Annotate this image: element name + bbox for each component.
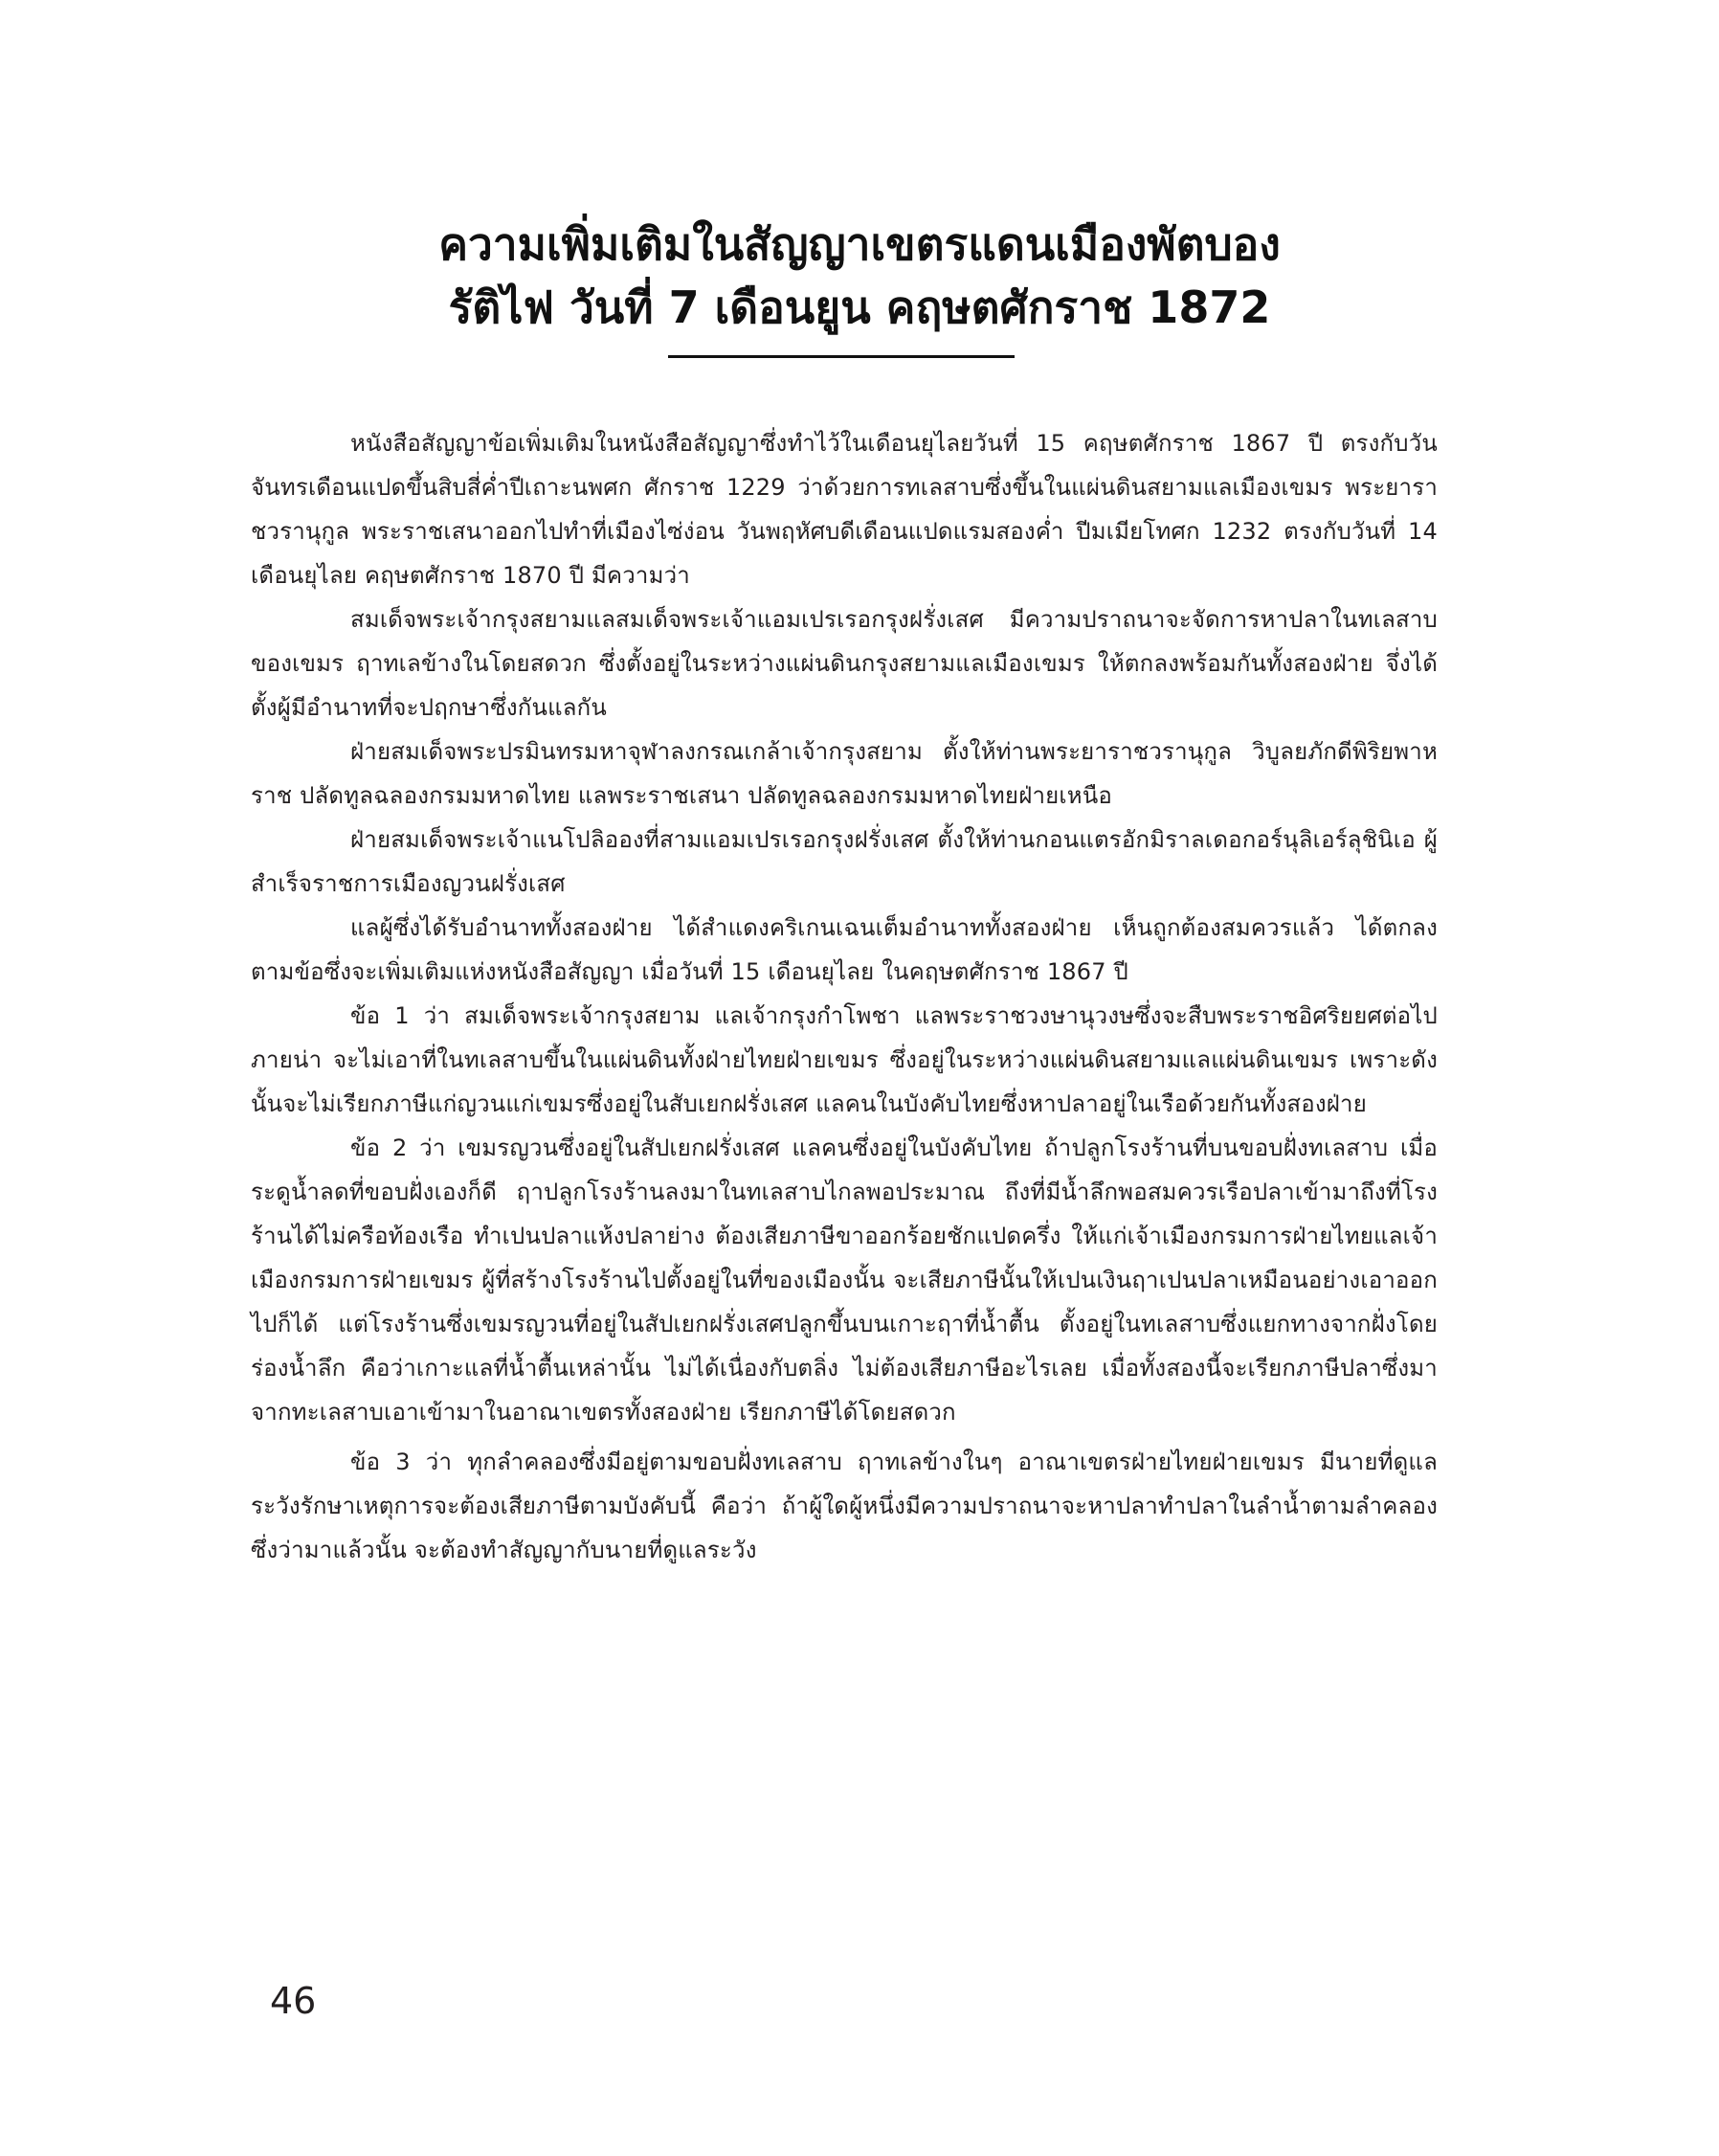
paragraph-article-3: ข้อ 3 ว่า ทุกลำคลองซึ่งมีอยู่ตามขอบฝั่งทเลสาบ ฤาทเลข้างในๆ อาณาเขตรฝ่ายไทยฝ่ายเขมร มีนายที่ดูแลระวังรักษาเหตุการจะต้องเสียภาษีตามบังคับนี้ คือว่า ถ้าผู้ใดผู้หนึ่งมีความปราถนาจะหาปลาทำปลาในลำน้ำตามลำคลองซึ่งว่ามาแล้วนั้น จะต้องทำสัญญากับนายที่ดูแลระวัง bbox=[251, 1449, 1438, 1563]
paragraph-intent: สมเด็จพระเจ้ากรุงสยามแลสมเด็จพระเจ้าแอมเปรเรอกรุงฝรั่งเสศ มีความปราถนาจะจัดการหาปลาในทเลสาบของเขมร ฤาทเลข้างในโดยสดวก ซึ่งตั้งอยู่ในระหว่างแผ่นดินกรุงสยามแลเมืองเขมร ให้ตกลงพร้อมกันทั้งสองฝ่าย จึ่งได้ตั้งผู้มีอำนาทที่จะปฤกษาซึ่งกันแลกัน bbox=[251, 606, 1438, 721]
title-line-1: ความเพิ่มเติมในสัญญาเขตรแดนเมืองพัตบอง bbox=[438, 218, 1281, 270]
page-number: 46 bbox=[270, 1980, 317, 2022]
paragraph-article-2: ข้อ 2 ว่า เขมรญวนซึ่งอยู่ในสัปเยกฝรั่งเสศ แลคนซึ่งอยู่ในบังคับไทย ถ้าปลูกโรงร้านที่บนขอบฝั่งทเลสาบ เมื่อระดูน้ำลดที่ขอบฝั่งเองก็ดี ฤาปลูกโรงร้านลงมาในทเลสาบไกลพอประมาณ ถึงที่มีน้ำลึกพอสมควรเรือปลาเข้ามาถึงที่โรงร้านได้ไม่ครือท้องเรือ ทำเปนปลาแห้งปลาย่าง ต้องเสียภาษีขาออกร้อยชักแปดครึ่ง ให้แก่เจ้าเมืองกรมการฝ่ายไทยแลเจ้าเมืองกรมการฝ่ายเขมร ผู้ที่สร้างโรงร้านไปตั้งอยู่ในที่ของเมืองนั้น จะเสียภาษีนั้นให้เปนเงินฤาเปนปลาเหมือนอย่างเอาออกไปก็ได้ แต่โรงร้านซึ่งเขมรญวนที่อยู่ในสัปเยกฝรั่งเสศปลูกขึ้นบนเกาะฤาที่น้ำตื้น ตั้งอยู่ในทเลสาบซึ่งแยกทางจากฝั่งโดยร่องน้ำลึก คือว่าเกาะแลที่น้ำตื้นเหล่านั้น ไม่ได้เนื่องกับตลิ่ง ไม่ต้องเสียภาษีอะไรเลย เมื่อทั้งสองนี้จะเรียกภาษีปลาซึ่งมาจากทะเลสาบเอาเข้ามาในอาณาเขตรทั้งสองฝ่าย เรียกภาษีได้โดยสดวก bbox=[251, 1134, 1438, 1426]
paragraph-agreement: แลผู้ซึ่งได้รับอำนาททั้งสองฝ่าย ได้สำแดงคริเกนเฉนเต็มอำนาททั้งสองฝ่าย เห็นถูกต้องสมควรแล้ว ได้ตกลงตามข้อซึ่งจะเพิ่มเติมแห่งหนังสือสัญญา เมื่อวันที่ 15 เดือนยุไลย ในคฤษตศักราช 1867 ปี bbox=[251, 914, 1438, 985]
paragraph-preamble: หนังสือสัญญาข้อเพิ่มเติมในหนังสือสัญญาซึ่งทำไว้ในเดือนยุไลยวันที่ 15 คฤษตศักราช 1867 ปี ตรงกับวันจันทรเดือนแปดขึ้นสิบสี่ค่ำปีเถาะนพศก ศักราช 1229 ว่าด้วยการทเลสาบซึ่งขึ้นในแผ่นดินสยามแลเมืองเขมร พระยาราชวรานุกูล พระราชเสนาออกไปทำที่เมืองไซ่ง่อน วันพฤหัศบดีเดือนแปดแรมสองค่ำ ปีมเมียโทศก 1232 ตรงกับวันที่ 14 เดือนยุไลย คฤษตศักราช 1870 ปี มีความว่า bbox=[251, 430, 1438, 589]
paragraph-article-1: ข้อ 1 ว่า สมเด็จพระเจ้ากรุงสยาม แลเจ้ากรุงกำโพชา แลพระราชวงษานุวงษซึ่งจะสืบพระราชอิศริยยศต่อไปภายน่า จะไม่เอาที่ในทเลสาบขึ้นในแผ่นดินทั้งฝ่ายไทยฝ่ายเขมร ซึ่งอยู่ในระหว่างแผ่นดินสยามแลแผ่นดินเขมร เพราะดังนั้นจะไม่เรียกภาษีแก่ญวนแก่เขมรซึ่งอยู่ในสับเยกฝรั่งเสศ แลคนในบังคับไทยซึ่งหาปลาอยู่ในเรือด้วยกันทั้งสองฝ่าย bbox=[251, 1002, 1438, 1117]
page-title bbox=[191, 213, 1528, 339]
title-divider bbox=[668, 355, 1015, 358]
title-line-2: รัติไฟ วันที่ 7 เดือนยูน คฤษตศักราช 1872 bbox=[448, 281, 1271, 333]
document-body bbox=[251, 421, 1438, 1572]
paragraph-siam-envoys: ฝ่ายสมเด็จพระปรมินทรมหาจุฬาลงกรณเกล้าเจ้ากรุงสยาม ตั้งให้ท่านพระยาราชวรานุกูล วิบูลยภักดีพิริยพาหราช ปลัดทูลฉลองกรมมหาดไทย แลพระราชเสนา ปลัดทูลฉลองกรมมหาดไทยฝ่ายเหนือ bbox=[251, 738, 1438, 809]
paragraph-france-envoy: ฝ่ายสมเด็จพระเจ้าแนโปลิอองที่สามแอมเปรเรอกรุงฝรั่งเสศ ตั้งให้ท่านกอนแตรอักมิราลเดอกอร์นุลิเอร์ลุชินิเอ ผู้สำเร็จราชการเมืองญวนฝรั่งเสศ bbox=[251, 826, 1438, 897]
